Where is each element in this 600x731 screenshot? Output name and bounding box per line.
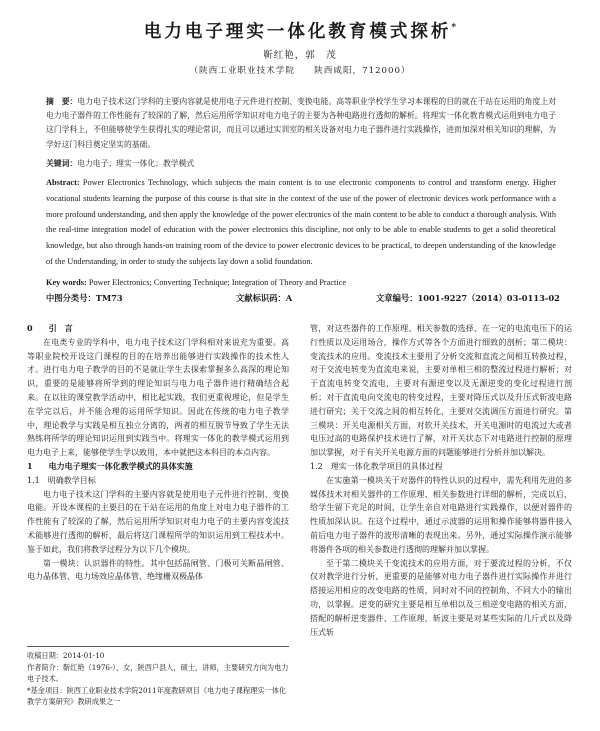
- section-heading: 1 电力电子理实一体化教学模式的具体实施: [27, 460, 193, 471]
- clc-number: 中图分类号：TM73: [46, 293, 123, 303]
- abstract-cn: [46, 95, 556, 152]
- article-number: 文章编号：1001-9227（2014）03-0113-02: [376, 293, 560, 303]
- footnotes: [27, 646, 289, 708]
- subsection-heading: 1.2 理实一体化教学项目的具体过程: [310, 461, 443, 471]
- affiliation: （陕西工业职业技术学院 陕西咸阳，712000）: [189, 66, 411, 76]
- right-column: [310, 322, 572, 639]
- keywords-en-text: Power Electronics; Converting Technique; Integration of Theory and Practice: [88, 278, 347, 287]
- left-column: [27, 322, 289, 584]
- title-footnote-mark: *: [451, 23, 457, 34]
- keywords-cn: [46, 158, 556, 170]
- document-code: 文献标识码：A: [236, 293, 293, 303]
- keywords-cn-label: 关键词：: [46, 159, 78, 168]
- paper-title: [0, 18, 600, 43]
- keywords-en: [46, 277, 556, 288]
- subsection-heading: 1.1 明确教学目标: [27, 475, 96, 485]
- abstract-cn-text: 电力电子技术这门学科的主要内容就是使用电子元件进行控制、变换电能。高等职业学校学生学习本课程的目的就在于站在运用的角度上对电力电子器件的工作性能有了较深的了解，然后运用所学知识对电力电子的主要为各种电路进行透彻的解析。将理实一体化教育模式运用到电力电子这门学科上，不但能够使学生获得扎实的理论常识，而且可以通过实训室的相关设备对电力电子器件进行实践操作，进而加深对相关知识的理解，为学好这门科目奠定坚实的基础。: [46, 97, 556, 149]
- abstract-en-text: Power Electronics Technology, which subjects the main content is to use electronic components to control and transform energy. Higher vocational students learning the purpose of this course is that site in the context of the use of the power of electronic devices work performance with a more profound understanding, and then apply the knowledge of the power electronics of the main content to be able to conduct a thorough analysis. With the real-time integration model of education with the power electronics this discipline, not only to be able to enable students to get a solid theoretical knowledge, but also through hands-on training room of the device to power electronic devices to be practical, to deepen understanding of the knowledge of the Understanding, in order to study the subjects lay down a solid foundation.: [46, 178, 556, 266]
- abstract-en-label: Abstract:: [46, 178, 80, 187]
- keywords-en-label: Key words:: [46, 278, 87, 287]
- footnote: 收稿日期：2014-01-10: [27, 651, 105, 660]
- footnote: *基金项目：陕西工业职业技术学院2011年度教研项目《电力电子课程理实一体化教学方案研究》教研成果之一: [27, 685, 287, 707]
- body-paragraph: 管，对这些器件的工作原理、相关参数的选择、在一定的电流电压下的运行性质以及运用场合，操作方式等各个方面进行细致的剖析；第二模块：变流技术的应用。变流技术主要用了分析交流和直流之间相互转换过程，对于交流电转变为直流电来说，主要对单相三相的整流过程进行解析；对于直流电转变交流电，主要对有源逆变以及无源逆变的变化过程进行剖析；对于直流电向交流电的转变过程，主要对降压式以及升压式斩波电路进行研究；关于交流之间的相互转化，主要对交流调压方面进行研究。第三模块：开关电源相关方面，对软开关技术，开关电源时的电流过大或者电压过高的电路保护技术进行了解，对开关状态下对电路进行控制的原理加以掌握，对于有关开关电源方面的问题能够进行分析并加以解决。: [310, 324, 572, 458]
- abstract-cn-label: 摘 要：: [46, 97, 78, 106]
- body-paragraph: 电力电子技术这门学科的主要内容就是使用电子元件进行控制、变换电能。开设本课程的主要目的在于站在运用的角度上对电力电子器件的工作性能有了较深的了解，然后运用所学知识对电力电子的主要内容变流技术能够进行透彻的解析，最后将这门课程所学的知识运用到工程技术中。鉴于如此，我们将教学过程分为以下几个模块。: [27, 489, 289, 554]
- abstract-en: [46, 175, 556, 270]
- body-paragraph: 在电类专业的学科中，电力电子技术这门学科相对来说充为重要。高等职业院校开设这门课程的目的在培养出能够进行实践操作的技术性人才。进行电力电子教学的目的不是就让学生去探索掌握多么高深的理论知识，重要的是能够将所学到的理论知识与电力电子器件进行精确结合起来。在以往的课堂教学活动中，相比起实践，我们更重视理论，但是学生在学完以后，并不能合理的运用所学知识。因此在传统的电力电子教学中，理论教学与实践是相互独立分离的，两者的相互脱节导致了学生无法熟练将所学的理论知识运用到实践当中。将理实一体化的教学模式运用到电力电子上来，能够使学生学以致用，本中就把这本科目的本点内容。: [27, 337, 289, 458]
- authors: 靳红艳，郭 茂: [263, 50, 337, 61]
- section-heading: 0 引 言: [27, 323, 73, 333]
- body-paragraph: 至于第二模块关于变流技术的应用方面，对于要流过程的分析，不仅仅对教学进行分析，更重要的是能够对电力电子器件进行实际操作并进行搭接运用相应的改变电路的性质，同时对不同的控制角、不同大小的输出功，以掌握。逆变的研究主要是相互单相以及三相逆变电路的相关方面，搭配的解析逆变器件、工作原理，斩波主要是对某些实际的几斤式以及降压式斩: [310, 558, 572, 637]
- keywords-cn-text: 电力电子；理实一体化；教学模式: [77, 159, 195, 168]
- body-paragraph: 第一模块：认识器件的特性。其中包括晶闸管、门极可关断晶闸管、电力晶体管、电力场效应晶体管、绝缘栅双极晶体: [27, 558, 289, 582]
- footnote: 作者简介：靳红艳（1976-），女，陕西户县人，硕士，讲师，主要研究方向为电力电子技术。: [27, 662, 289, 684]
- paper-title-text: 电力电子理实一体化教育模式探析: [143, 22, 452, 42]
- body-paragraph: 在实施第一模块关于对器件的特性认识的过程中，需先利用先进的多媒体技术对相关器件的工作原理、相关参数进行详细的解析，完成以后，给学生留下充足的时间，让学生亲自对电路进行实践操作，以便对器件的性质加深认识。在这个过程中，通过示波器的运用和操作能够将器件接入前后电力电子器件的波形清晰的表现出来。另外，通过实际操作演示能够将器件各项的相关参数进行透彻的理解并加以掌握。: [310, 475, 572, 554]
